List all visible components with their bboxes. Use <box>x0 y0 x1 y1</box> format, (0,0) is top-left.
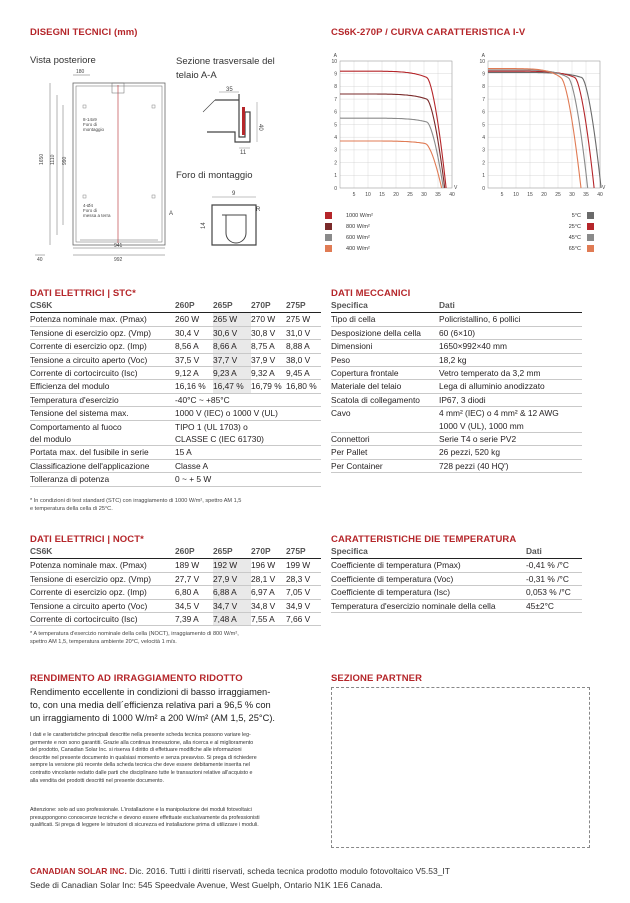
caution-line: Attenzione: solo ad uso professionale. L'installazione e la manipolazione dei moduli fotovoltaici <box>30 807 252 813</box>
stc-title: DATI ELETTRICI | STC* <box>30 288 136 299</box>
stc-value: 8,56 A <box>175 340 213 353</box>
x-tick-label: 20 <box>393 192 399 198</box>
stc-value: 15 A <box>175 446 321 459</box>
x-tick-label: 30 <box>421 192 427 198</box>
noct-footnote-line: * A temperatura d'esercizio nominale della cella (NOCT), irraggiamento di 800 W/m², <box>30 631 239 637</box>
mech-row-label: Cavo <box>331 407 439 433</box>
iv-curve-line <box>488 71 594 188</box>
stc-row <box>30 380 321 393</box>
x-tick-label: 5 <box>352 192 356 198</box>
temp-header-spec: Specifica <box>331 545 526 559</box>
temp-header-row <box>331 545 582 559</box>
x-tick-label: 35 <box>435 192 441 198</box>
y-tick-label: 0 <box>334 185 337 192</box>
mech-row <box>331 340 582 353</box>
stc-row <box>30 353 321 366</box>
stc-value: 1000 V (IEC) o 1000 V (UL) <box>175 407 321 420</box>
mech-title: DATI MECCANICI <box>331 288 411 299</box>
x-tick-label: 15 <box>527 192 533 198</box>
footer-company: CANADIAN SOLAR INC. <box>30 866 127 876</box>
dim-40b: 40 <box>257 124 263 131</box>
x-unit-label: V <box>602 185 606 191</box>
y-tick-label: 9 <box>482 71 485 78</box>
section-a-label: A <box>169 211 174 217</box>
noct-value: 34,7 V <box>213 599 251 612</box>
stc-row-label: Tensione di esercizio opz. (Vmp) <box>30 326 175 339</box>
legend-swatch <box>587 212 594 219</box>
stc-row-label: Tensione a circuito aperto (Voc) <box>30 353 175 366</box>
cross-section-drawing <box>195 82 270 157</box>
legend-item <box>555 223 594 230</box>
noct-row-label: Tensione di esercizio opz. (Vmp) <box>30 572 175 585</box>
temp-row-label: Temperatura d'esercizio nominale della cella <box>331 599 526 612</box>
noct-value: 7,66 V <box>286 613 321 626</box>
legend-item <box>325 245 370 252</box>
noct-value: 34,5 V <box>175 599 213 612</box>
mech-header-data: Dati <box>439 299 582 313</box>
rear-view-label: Vista posteriore <box>30 55 96 66</box>
temp-row-label: Coefficiente di temperatura (Voc) <box>331 572 526 585</box>
iv-curve-line <box>340 71 446 188</box>
y-tick-label: 2 <box>482 160 485 167</box>
noct-row-label: Corrente di cortocircuito (Isc) <box>30 613 175 626</box>
legend-label: 1000 W/m² <box>346 212 373 219</box>
temp-value: 45±2°C <box>526 599 582 612</box>
legend-label: 45°C <box>568 234 581 241</box>
partner-box <box>331 687 590 848</box>
mech-value: IP67, 3 diodi <box>439 393 582 406</box>
temp-row <box>331 599 582 612</box>
stc-value: 8,66 A <box>213 340 251 353</box>
stc-footnote <box>30 498 241 513</box>
stc-value: 16,16 % <box>175 380 213 393</box>
stc-header-275p: 275P <box>286 299 321 313</box>
iv-curve-chart <box>330 44 622 206</box>
stc-value: 265 W <box>213 313 251 326</box>
mount-note-2: Foro di <box>83 122 98 127</box>
noct-value: 189 W <box>175 559 213 572</box>
y-tick-label: 10 <box>479 58 485 65</box>
stc-row-label: Portata max. del fusibile in serie <box>30 446 175 459</box>
mech-value: 26 pezzi, 520 kg <box>439 446 582 459</box>
noct-value: 196 W <box>251 559 286 572</box>
noct-header-model: CS6K <box>30 545 175 559</box>
y-unit-label: A <box>333 53 337 59</box>
y-tick-label: 10 <box>331 58 337 65</box>
noct-header-row <box>30 545 321 559</box>
y-unit-label: A <box>481 53 485 59</box>
noct-table <box>30 545 321 626</box>
stc-row <box>30 367 321 380</box>
ground-note-1: 4-Ø4 <box>83 203 94 208</box>
temp-value: -0,31 % /°C <box>526 572 582 585</box>
footer-line-1 <box>30 864 450 878</box>
y-tick-label: 9 <box>334 71 337 78</box>
legend-swatch <box>587 223 594 230</box>
ground-note-3: messa a terra <box>83 213 111 218</box>
stc-row-label: Tolleranza di potenza <box>30 473 175 486</box>
stc-footnote-line: * In condizioni di test standard (STC) con irraggiamento di 1000 W/m², spettro AM 1,5 <box>30 498 242 504</box>
mech-value: 18,2 kg <box>439 353 582 366</box>
y-tick-label: 8 <box>482 84 485 91</box>
disclaimer-line: contratto vincolante redatto dalle parti che disciplinano tutte le transazioni relative all'acquisto e <box>30 769 253 776</box>
stc-row-label: Efficienza del modulo <box>30 380 175 393</box>
stc-row-label: Potenza nominale max. (Pmax) <box>30 313 175 326</box>
mech-row <box>331 446 582 459</box>
stc-value: 9,23 A <box>213 367 251 380</box>
noct-value: 34,9 V <box>286 599 321 612</box>
stc-row-label: Corrente di esercizio opz. (Imp) <box>30 340 175 353</box>
mech-row-label: Per Container <box>331 459 439 472</box>
noct-row <box>30 613 321 626</box>
stc-header-260p: 260P <box>175 299 213 313</box>
y-tick-label: 4 <box>334 135 337 141</box>
mech-row-label: Dimensioni <box>331 340 439 353</box>
legend-item <box>325 234 370 241</box>
disclaimer-line: descritte nel presente documento in qualsiasi momento e senza preavviso. Si prega di richiedere <box>30 754 257 761</box>
noct-value: 34,8 V <box>251 599 286 612</box>
stc-row <box>30 473 321 486</box>
disclaimer-line: alla vendita dei prodotti descritti nel presente documento. <box>30 777 164 784</box>
mech-row <box>331 393 582 406</box>
mech-row-label: Tipo di cella <box>331 313 439 326</box>
mech-row-label: Desposizione della cella <box>331 326 439 339</box>
stc-header-model: CS6K <box>30 299 175 313</box>
legend-label: 800 W/m² <box>346 223 370 230</box>
y-tick-label: 2 <box>334 160 337 167</box>
stc-footnote-line: e temperatura della cella di 25°C. <box>30 505 113 512</box>
noct-value: 7,48 A <box>213 613 251 626</box>
mech-row-label: Connettori <box>331 433 439 446</box>
stc-row-label: Corrente di cortocircuito (Isc) <box>30 367 175 380</box>
stc-value: 270 W <box>251 313 286 326</box>
stc-row-label: Temperatura d'esercizio <box>30 393 175 406</box>
mech-value: Vetro temperato da 3,2 mm <box>439 367 582 380</box>
dim-35: 35 <box>226 87 233 93</box>
mech-row-label: Peso <box>331 353 439 366</box>
noct-header-275p: 275P <box>286 545 321 559</box>
stc-row <box>30 313 321 326</box>
panel-outline <box>73 83 165 245</box>
noct-value: 6,97 A <box>251 586 286 599</box>
temp-table <box>331 545 582 613</box>
mount-hole-label: Foro di montaggio <box>176 170 253 181</box>
y-tick-label: 3 <box>334 147 337 154</box>
legend-swatch <box>325 223 332 230</box>
temp-row-label: Coefficiente di temperatura (Isc) <box>331 586 526 599</box>
legend-item <box>325 223 370 230</box>
noct-row-label: Potenza nominale max. (Pmax) <box>30 559 175 572</box>
iv-curve-line <box>340 141 442 188</box>
stc-value: 37,5 V <box>175 353 213 366</box>
stc-header-row <box>30 299 321 313</box>
noct-title: DATI ELETTRICI | NOCT* <box>30 534 144 545</box>
y-tick-label: 7 <box>334 96 337 103</box>
stc-value: 0 ~ + 5 W <box>175 473 321 486</box>
mech-value: 728 pezzi (40 HQ') <box>439 459 582 472</box>
cross-section-label: Sezione trasversale del telaio A-A <box>176 56 275 81</box>
mech-row <box>331 313 582 326</box>
temp-row <box>331 559 582 572</box>
stc-value: 38,0 V <box>286 353 321 366</box>
legend-label: 400 W/m² <box>346 245 370 252</box>
dim-1650: 1650 <box>39 153 45 165</box>
mech-value: 60 (6×10) <box>439 326 582 339</box>
noct-value: 192 W <box>213 559 251 572</box>
noct-value: 7,05 V <box>286 586 321 599</box>
y-tick-label: 5 <box>482 122 485 129</box>
legend-swatch <box>325 234 332 241</box>
x-tick-label: 35 <box>583 192 589 198</box>
noct-value: 28,3 V <box>286 572 321 585</box>
mech-row <box>331 407 582 433</box>
stc-value: 16,47 % <box>213 380 251 393</box>
noct-footnote <box>30 631 239 646</box>
mech-value: Lega di alluminio anodizzato <box>439 380 582 393</box>
x-tick-label: 15 <box>379 192 385 198</box>
disclaimer-line: sempre la versione più recente della scheda tecnica che deve essere debitamente inserita nel <box>30 762 250 769</box>
stc-value: 9,45 A <box>286 367 321 380</box>
y-tick-label: 1 <box>482 173 485 180</box>
temp-value: -0,41 % /°C <box>526 559 582 572</box>
mech-row <box>331 459 582 472</box>
disclaimer-line: germente e non sono garantiti. Grazie alla continua innovazione, alla ricerca e al miglioramento <box>30 739 254 746</box>
y-tick-label: 0 <box>482 185 485 192</box>
temp-header-data: Dati <box>526 545 582 559</box>
x-tick-label: 5 <box>500 192 504 198</box>
mech-row-label: Scatola di collegamento <box>331 393 439 406</box>
stc-row-label: Tensione del sistema max. <box>30 407 175 420</box>
dim-990: 990 <box>62 156 68 165</box>
noct-row <box>30 572 321 585</box>
legend-item <box>325 212 373 219</box>
legend-swatch <box>587 234 594 241</box>
mech-row <box>331 367 582 380</box>
iv-curve-line <box>488 72 601 188</box>
mech-table <box>331 299 582 473</box>
stc-value: TIPO 1 (UL 1703) o CLASSE C (IEC 61730) <box>175 420 321 446</box>
stc-value: 8,75 A <box>251 340 286 353</box>
stc-value: -40°C ~ +85°C <box>175 393 321 406</box>
legend-swatch <box>587 245 594 252</box>
mech-value: 1650×992×40 mm <box>439 340 582 353</box>
low-irr-text <box>30 686 320 725</box>
mech-row <box>331 433 582 446</box>
stc-value: 30,6 V <box>213 326 251 339</box>
mech-row-label: Per Pallet <box>331 446 439 459</box>
noct-row <box>30 559 321 572</box>
mech-row <box>331 353 582 366</box>
noct-value: 7,55 A <box>251 613 286 626</box>
noct-header-270p: 270P <box>251 545 286 559</box>
stc-header-265p: 265P <box>213 299 251 313</box>
mech-value: Policristallino, 6 pollici <box>439 313 582 326</box>
stc-value: 9,12 A <box>175 367 213 380</box>
x-tick-label: 10 <box>365 192 371 198</box>
rear-view-drawing <box>30 65 180 265</box>
legend-item <box>555 245 594 252</box>
low-irr-line: to, con una media dell´efficienza relativa pari a 96,5 % con <box>30 700 271 710</box>
legend-item <box>555 212 594 219</box>
low-irr-title: RENDIMENTO AD IRRAGGIAMENTO RIDOTTO <box>30 673 243 684</box>
stc-row <box>30 459 321 472</box>
iv-curve-line <box>340 118 443 188</box>
stc-value: 30,8 V <box>251 326 286 339</box>
stc-row-label: Classificazione dell'applicazione <box>30 459 175 472</box>
stc-value: 16,80 % <box>286 380 321 393</box>
dim-1110: 1110 <box>50 154 56 165</box>
mount-note-3: montaggio <box>83 127 105 132</box>
mech-value: Serie T4 o serie PV2 <box>439 433 582 446</box>
partner-title: SEZIONE PARTNER <box>331 673 423 684</box>
noct-value: 199 W <box>286 559 321 572</box>
noct-footnote-line: spettro AM 1,5, temperatura ambiente 20°C, velocità 1 m/s. <box>30 638 177 645</box>
stc-value: 16,79 % <box>251 380 286 393</box>
stc-value: 9,32 A <box>251 367 286 380</box>
caution-line: presuppongono conoscenze tecniche e devono essere effettuate esclusivamente da professionisti <box>30 814 260 821</box>
stc-row <box>30 393 321 406</box>
temp-row-label: Coefficiente di temperatura (Pmax) <box>331 559 526 572</box>
noct-header-265p: 265P <box>213 545 251 559</box>
legend-swatch <box>325 245 332 252</box>
temp-row <box>331 572 582 585</box>
dim-r: R <box>256 207 261 213</box>
y-tick-label: 5 <box>334 122 337 129</box>
noct-value: 28,1 V <box>251 572 286 585</box>
temp-row <box>331 586 582 599</box>
legend-label: 600 W/m² <box>346 234 370 241</box>
temp-value: 0,053 % /°C <box>526 586 582 599</box>
mech-row-label: Copertura frontale <box>331 367 439 380</box>
noct-row-label: Corrente di esercizio opz. (Imp) <box>30 586 175 599</box>
x-tick-label: 20 <box>541 192 547 198</box>
noct-value: 7,39 A <box>175 613 213 626</box>
noct-value: 27,9 V <box>213 572 251 585</box>
mech-row <box>331 380 582 393</box>
legend-swatch <box>325 212 332 219</box>
y-tick-label: 4 <box>482 135 485 141</box>
legend-label: 5°C <box>571 212 581 219</box>
mount-note-1: 8-14x9 <box>83 117 97 122</box>
dim-40: 40 <box>37 257 43 263</box>
stc-value: 37,7 V <box>213 353 251 366</box>
footer-line-2: Sede di Canadian Solar Inc: 545 Speedvale Avenue, West Guelph, Ontario N1K 1E6 Canada. <box>30 880 383 890</box>
stc-row <box>30 446 321 459</box>
noct-header-260p: 260P <box>175 545 213 559</box>
y-tick-label: 6 <box>482 109 485 116</box>
iv-legends <box>325 212 625 262</box>
mount-hole-drawing <box>198 185 268 255</box>
stc-value: 260 W <box>175 313 213 326</box>
footer-rights: Dic. 2016. Tutti i diritti riservati, scheda tecnica prodotto modulo fotovoltaico V5.53_IT <box>126 866 450 876</box>
noct-value: 27,7 V <box>175 572 213 585</box>
y-tick-label: 6 <box>334 109 337 116</box>
stc-value: 37,9 V <box>251 353 286 366</box>
x-tick-label: 10 <box>513 192 519 198</box>
ground-note-2: Foro di <box>83 208 98 213</box>
caution <box>30 807 320 830</box>
noct-row-label: Tensione a circuito aperto (Voc) <box>30 599 175 612</box>
mech-header-row <box>331 299 582 313</box>
noct-value: 6,80 A <box>175 586 213 599</box>
legend-item <box>555 234 594 241</box>
stc-header-270p: 270P <box>251 299 286 313</box>
y-tick-label: 7 <box>482 96 485 103</box>
stc-row <box>30 340 321 353</box>
iv-curve-title: CS6K-270P / CURVA CARATTERISTICA I-V <box>331 27 526 38</box>
low-irr-line: un irraggiamento di 1000 W/m² a 200 W/m² (AM 1,5, 25°C). <box>30 713 276 723</box>
drawings-title: DISEGNI TECNICI (mm) <box>30 27 138 38</box>
stc-value: Classe A <box>175 459 321 472</box>
stc-row-label: Comportamento al fuoco del modulo <box>30 420 175 446</box>
temp-title: CARATTERISTICHE DIE TEMPERATURA <box>331 534 517 545</box>
mech-header-spec: Specifica <box>331 299 439 313</box>
x-tick-label: 40 <box>449 192 455 198</box>
stc-value: 275 W <box>286 313 321 326</box>
x-unit-label: V <box>454 185 458 191</box>
x-tick-label: 40 <box>597 192 603 198</box>
dim-941: 941 <box>114 243 123 249</box>
mech-value: 4 mm² (IEC) o 4 mm² & 12 AWG 1000 V (UL), 1000 mm <box>439 407 582 433</box>
dim-180: 180 <box>76 69 85 75</box>
dim-992: 992 <box>114 257 123 263</box>
noct-row <box>30 599 321 612</box>
x-tick-label: 30 <box>569 192 575 198</box>
disclaimer-line: del prodotto, Canadian Solar Inc. si riserva il diritto di effettuare modifiche alle informazioni <box>30 747 242 754</box>
stc-value: 30,4 V <box>175 326 213 339</box>
noct-value: 6,88 A <box>213 586 251 599</box>
low-irr-line: Rendimento eccellente in condizioni di basso irraggiamen- <box>30 687 271 697</box>
dim-14: 14 <box>201 222 207 229</box>
stc-row <box>30 420 321 446</box>
stc-value: 8,88 A <box>286 340 321 353</box>
legend-label: 25°C <box>568 223 581 230</box>
noct-row <box>30 586 321 599</box>
y-tick-label: 3 <box>482 147 485 154</box>
dim-11: 11 <box>240 150 247 156</box>
stc-table <box>30 299 321 487</box>
x-tick-label: 25 <box>407 192 413 198</box>
stc-row <box>30 407 321 420</box>
legend-label: 65°C <box>568 245 581 252</box>
mech-row-label: Materiale del telaio <box>331 380 439 393</box>
y-tick-label: 1 <box>334 173 337 180</box>
disclaimer-line: I dati e le caratteristiche principali descritte nella presente scheda tecnica possono variare leg- <box>30 732 251 738</box>
stc-row <box>30 326 321 339</box>
mech-row <box>331 326 582 339</box>
stc-value: 31,0 V <box>286 326 321 339</box>
disclaimer <box>30 732 320 785</box>
y-tick-label: 8 <box>334 84 337 91</box>
dim-9: 9 <box>232 191 236 197</box>
caution-line: qualificati. Si prega di leggere le istruzioni di sicurezza ed installazione prima di utilizzare i moduli. <box>30 822 259 829</box>
x-tick-label: 25 <box>555 192 561 198</box>
